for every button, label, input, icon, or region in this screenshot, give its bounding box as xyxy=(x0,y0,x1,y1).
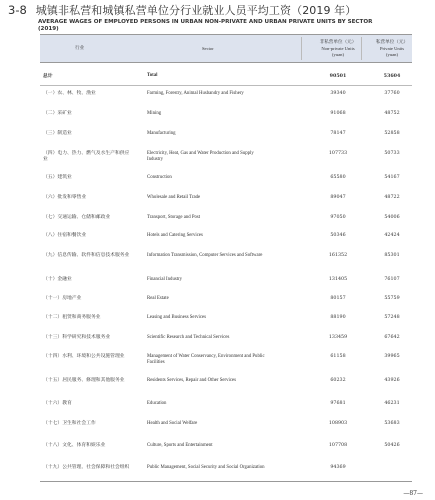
private-value: 53683 xyxy=(384,421,400,426)
sector-en-cell: Farming, Forestry, Animal Husbandry and Fishery xyxy=(147,91,244,96)
col-non-private: 非私营单位（元） Non-private Units (yuan) xyxy=(319,40,357,57)
non-private-value: 107708 xyxy=(328,443,348,448)
non-private-value: 97681 xyxy=(330,401,346,406)
non-private-value: 61158 xyxy=(330,354,346,359)
table-bottom-rule xyxy=(40,481,412,482)
private-value: 85301 xyxy=(384,253,400,258)
sector-cn-cell: （八）住宿和餐饮业 xyxy=(43,233,87,238)
sector-en-cell: Wholesale and Retail Trade xyxy=(147,195,201,200)
non-private-value: 65580 xyxy=(330,175,346,180)
private-value: 48722 xyxy=(384,195,400,200)
sector-cn-cell: 总计 xyxy=(43,73,53,79)
non-private-value: 60232 xyxy=(330,378,346,383)
private-value: 50426 xyxy=(384,443,400,448)
sector-en-cell: Education xyxy=(147,401,167,406)
sector-cn-cell: （三）制造业 xyxy=(43,131,72,136)
non-private-value: 89047 xyxy=(330,195,346,200)
private-value: 46231 xyxy=(384,401,400,406)
col-separator xyxy=(361,37,362,60)
col-private: 私营单位（元） Private Units (yuan) xyxy=(375,40,409,57)
sector-cn-cell: （十）金融业 xyxy=(43,277,72,282)
sector-cn-cell: （十九）公共管理、社会保障和社会组织 xyxy=(43,465,130,470)
sector-en-cell: Scientific Research and Technical Services xyxy=(147,335,230,340)
private-value: 55759 xyxy=(384,296,400,301)
private-value: 39965 xyxy=(384,354,400,359)
table-header xyxy=(8,2,428,33)
sector-en-cell: Health and Social Welfare xyxy=(147,421,198,426)
private-value: 43926 xyxy=(384,378,400,383)
sector-cn-cell: （十一）房地产业 xyxy=(43,296,82,301)
sector-cn-cell: （九）信息传输、软件和信息技术服务业 xyxy=(43,253,130,258)
title-chinese: 城镇非私营和城镇私营单位分行业就业人员平均工资（2019 年） xyxy=(35,4,357,17)
sector-cn-cell: （四）电力、热力、燃气及水生产和供应业 xyxy=(43,151,130,163)
sector-cn-cell: （六）批发和零售业 xyxy=(43,195,87,200)
total-divider xyxy=(40,85,412,86)
page-number: —87— xyxy=(403,490,423,497)
non-private-value: 94369 xyxy=(330,465,346,470)
col-sector-cn: 行业 xyxy=(75,46,85,51)
sector-en-cell: Electricity, Heat, Gas and Water Production and Supply Industry xyxy=(147,151,254,163)
sector-cn-cell: （十二）租赁和商务服务业 xyxy=(43,315,101,320)
private-value: 57248 xyxy=(384,315,400,320)
col-separator xyxy=(301,37,302,60)
non-private-value: 50346 xyxy=(330,233,346,238)
title-english: AVERAGE WAGES OF EMPLOYED PERSONS IN URBAN NON-PRIVATE AND URBAN PRIVATE UNITS BY SECTOR (2019) xyxy=(38,19,373,32)
sector-cn-cell: （十七）卫生和社会工作 xyxy=(43,421,96,426)
sector-cn-cell: （十八）文化、体育和娱乐业 xyxy=(43,443,106,448)
private-value: 42424 xyxy=(384,233,400,238)
sector-en-cell: Mining xyxy=(147,111,162,116)
sector-en-cell: Culture, Sports and Entertainment xyxy=(147,443,213,448)
non-private-value: 107733 xyxy=(328,151,348,156)
sector-en-cell: Residents Services, Repair and Other Services xyxy=(147,378,236,383)
private-value: 53604 xyxy=(383,73,401,79)
sector-en-cell: Construction xyxy=(147,175,172,180)
non-private-value: 131405 xyxy=(328,277,348,282)
private-value: 54006 xyxy=(384,215,400,220)
sector-cn-cell: （二）采矿业 xyxy=(43,111,72,116)
non-private-value: 80157 xyxy=(330,296,346,301)
sector-en-cell: Public Management, Social Security and Social Organization xyxy=(147,465,265,470)
sector-en-cell: Total xyxy=(147,73,158,78)
wage-table xyxy=(40,34,412,470)
private-value: 48752 xyxy=(384,111,400,116)
sector-cn-cell: （十四）水利、环境和公共设施管理业 xyxy=(43,354,125,359)
private-value: 50733 xyxy=(384,151,400,156)
non-private-value: 91068 xyxy=(330,111,346,116)
col-sector-en: Sector xyxy=(202,46,214,51)
non-private-value: 88190 xyxy=(330,315,346,320)
sector-cn-cell: （十三）科学研究和技术服务业 xyxy=(43,335,111,340)
private-value: 52858 xyxy=(384,131,400,136)
sector-cn-cell: （七）交通运输、仓储和邮政业 xyxy=(43,215,111,220)
sector-cn-cell: （十六）教育 xyxy=(43,401,72,406)
private-value: 76107 xyxy=(384,277,400,282)
sector-en-cell: Financial Industry xyxy=(147,277,183,282)
sector-en-cell: Management of Water Conservancy, Environment and Public Facilities xyxy=(147,354,265,366)
sector-cn-cell: （一）农、林、牧、渔业 xyxy=(43,91,96,96)
table-head xyxy=(40,34,412,63)
sector-en-cell: Information Transmission, Computer Services and Software xyxy=(147,253,263,258)
sector-en-cell: Leasing and Business Services xyxy=(147,315,207,320)
non-private-value: 133459 xyxy=(328,335,348,340)
non-private-value: 78147 xyxy=(330,131,346,136)
sector-cn-cell: （十五）居民服务、修理和其他服务业 xyxy=(43,378,125,383)
sector-en-cell: Manufacturing xyxy=(147,131,176,136)
private-value: 67642 xyxy=(384,335,400,340)
sector-en-cell: Real Estate xyxy=(147,296,169,301)
private-value: 54167 xyxy=(384,175,400,180)
sector-cn-cell: （五）建筑业 xyxy=(43,175,72,180)
non-private-value: 161352 xyxy=(328,253,348,258)
non-private-value: 108903 xyxy=(328,421,348,426)
sector-en-cell: Transport, Storage and Post xyxy=(147,215,201,220)
sector-en-cell: Hotels and Catering Services xyxy=(147,233,203,238)
non-private-value: 97050 xyxy=(330,215,346,220)
private-value: 37760 xyxy=(384,91,400,96)
table-number: 3-8 xyxy=(8,3,27,17)
non-private-value: 90501 xyxy=(329,73,347,79)
non-private-value: 39340 xyxy=(330,91,346,96)
